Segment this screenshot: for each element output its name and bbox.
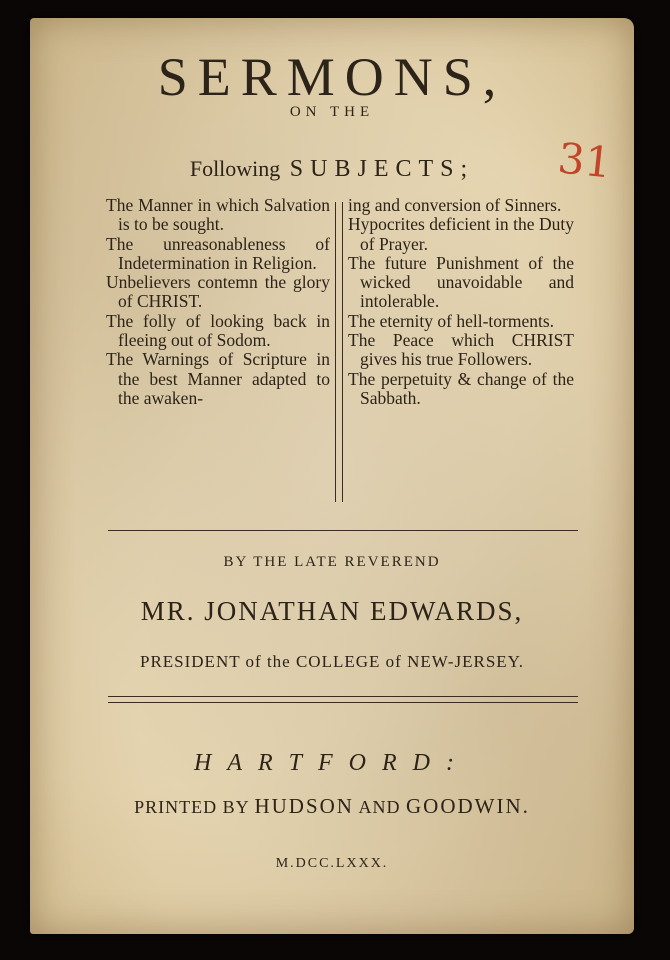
- printer-name-2: GOODWIN.: [405, 794, 530, 818]
- subject-item: The unreasonableness of Indetermination in Religion.: [106, 233, 330, 273]
- subjects-left-column: [106, 196, 330, 408]
- imprint-date: M.DCC.LXXX.: [275, 856, 389, 871]
- subtitle-on-the: ON THE: [289, 104, 375, 120]
- column-divider: [335, 202, 343, 502]
- divider-rule: [108, 530, 578, 531]
- subject-item: The eternity of hell-torments.: [348, 310, 555, 331]
- handwritten-number: 31: [555, 133, 614, 188]
- subject-item: The folly of looking back in fleeing out of Sodom.: [106, 310, 330, 351]
- printer-name-1: HUDSON: [254, 794, 354, 818]
- subject-item: The future Punishment of the wicked unavoidable and intolerable.: [348, 252, 574, 312]
- subject-item: Unbelievers contemn the glory of CHRIST.: [106, 272, 330, 312]
- subject-item: The Manner in which Salvation is to be sought.: [106, 195, 330, 235]
- subtitle-following: [30, 156, 634, 183]
- subject-item: The Warnings of Scripture in the best Manner adapted to the awaken-: [106, 349, 330, 408]
- byline: BY THE LATE REVEREND: [223, 554, 441, 570]
- printed-by-label: PRINTED BY: [134, 797, 249, 817]
- subtitle-subjects-word: SUBJECTS;: [289, 156, 475, 182]
- subjects-right-column: [348, 196, 574, 408]
- divider-rule: [108, 696, 578, 697]
- imprint-place: HARTFORD:: [194, 750, 470, 776]
- page-title: SERMONS,: [157, 47, 507, 107]
- title-page: [30, 18, 634, 934]
- author-title: PRESIDENT of the COLLEGE of NEW-JERSEY.: [139, 652, 525, 671]
- divider-rule: [108, 702, 578, 703]
- printer-and: AND: [358, 797, 401, 817]
- subject-item: ing and conversion of Sinners.: [348, 195, 562, 215]
- imprint-printer: [30, 794, 634, 819]
- subject-item: The perpetuity & change of the Sabbath.: [348, 368, 574, 408]
- author-name: MR. JONATHAN EDWARDS,: [140, 596, 524, 626]
- subtitle-following-word: Following: [189, 156, 281, 181]
- subject-item: Hypocrites deficient in the Duty of Prayer.: [348, 214, 574, 254]
- subject-item: The Peace which CHRIST gives his true Followers.: [348, 330, 574, 370]
